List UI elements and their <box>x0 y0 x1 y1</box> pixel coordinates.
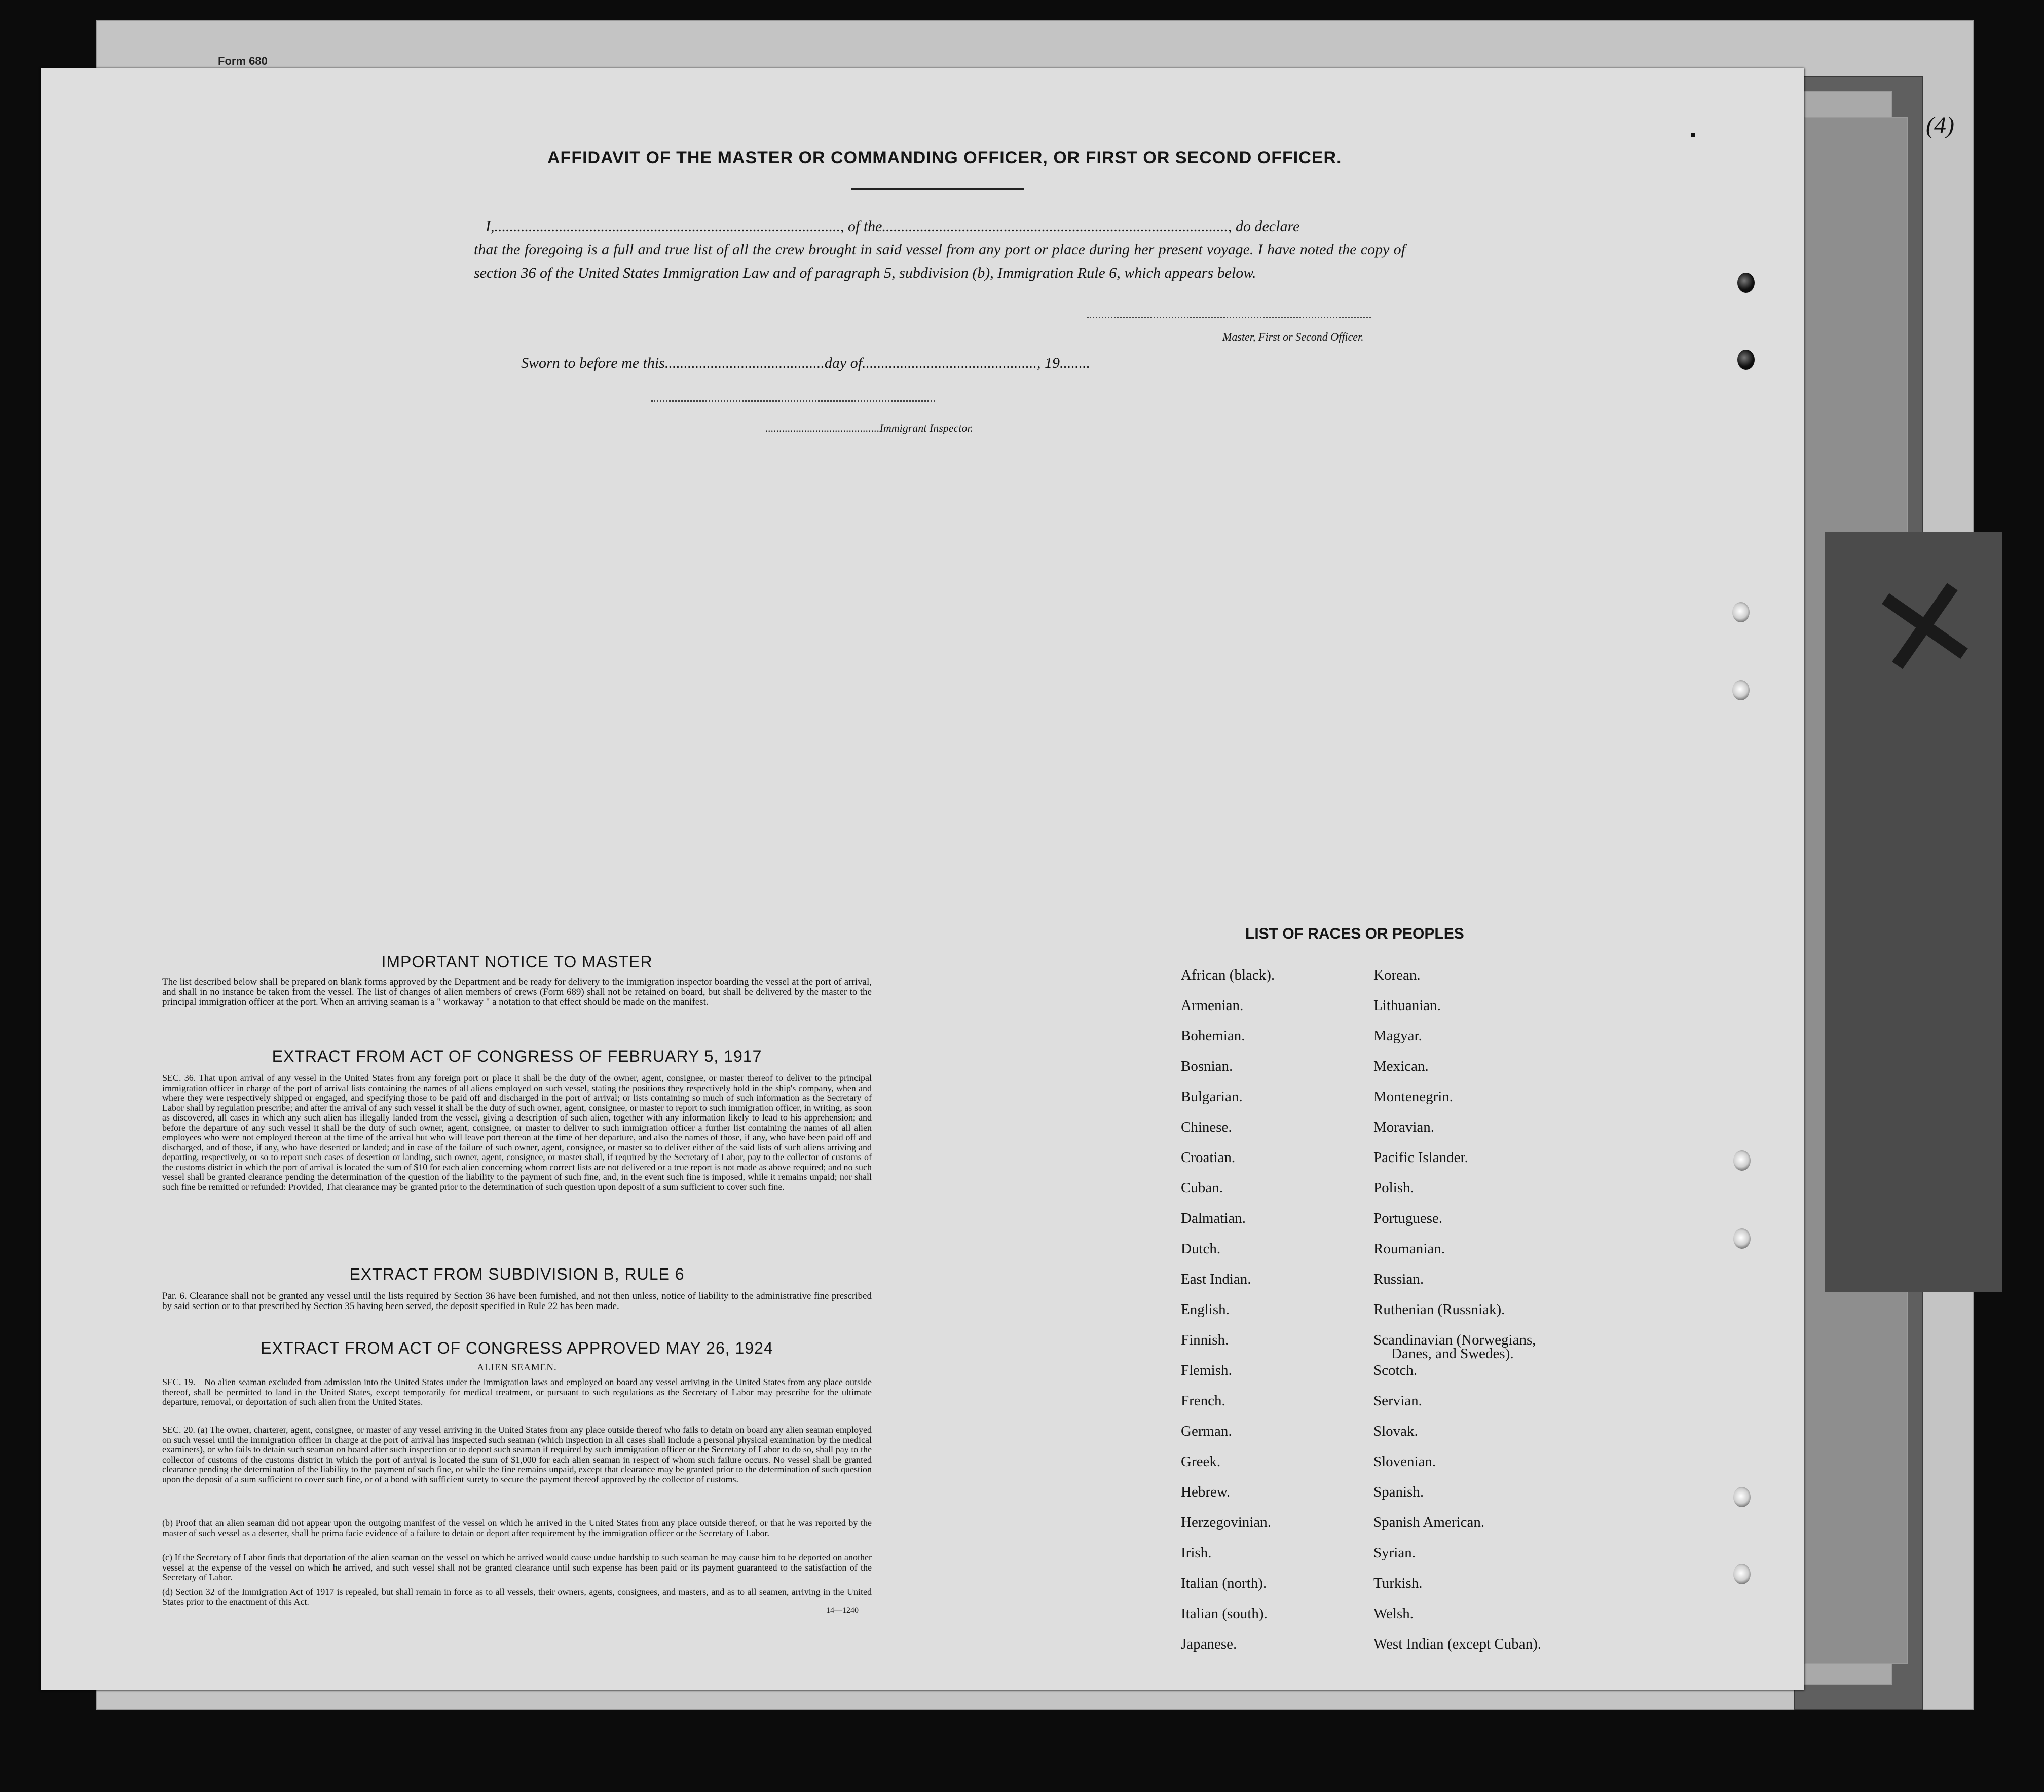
binder-hole-7 <box>1733 1487 1751 1507</box>
extract2-title: EXTRACT FROM SUBDIVISION B, RULE 6 <box>349 1265 685 1283</box>
handwritten-x-mark: ✕ <box>1857 544 1993 714</box>
binder-hole-3 <box>1732 602 1750 622</box>
affidavit-body: that the foregoing is a full and true list of all the crew brought in said vessel from any port or place during her present voyage. I have noted the copy of section 36 of the United States Immigration Law and of paragraph 5, subdivision (b), Immigration Rule 6, which appears below. <box>474 241 1405 281</box>
form-number-label: Form 680 <box>218 55 268 67</box>
sworn-line: Sworn to before me this..........................................day of.............................................., 19........ <box>521 355 1091 371</box>
race-item-left: Bulgarian. <box>1181 1089 1243 1105</box>
extract3-sec20b: (b) Proof that an alien seaman did not appear upon the outgoing manifest of the vessel on which he arrived in the United States from any place outside thereof, or that he was reported by the master of such vessel as a deserter, shall be prima facie evidence of a failure to detain or deport after requirement by the immigration officer or the Secretary of Labor. <box>162 1518 872 1538</box>
extract3-sec20c: (c) If the Secretary of Labor finds that deportation of the alien seaman on the vessel on which he arrived would cause undue hardship to such seaman he may cause him to be deported on another vessel at the expense of the vessel on which he arrived, and such vessel shall not be granted clearance until such expense has been paid or its payment guaranteed to the satisfaction of the Secretary of Labor. <box>162 1552 872 1582</box>
race-item-left: Croatian. <box>1181 1149 1236 1166</box>
inspector-dots: ......................................... <box>765 422 880 434</box>
binder-hole-4 <box>1732 680 1750 700</box>
race-item-right: Montenegrin. <box>1373 1089 1454 1105</box>
race-item-right: Magyar. <box>1373 1028 1422 1044</box>
race-item-left: Chinese. <box>1181 1119 1232 1135</box>
race-item-right: Moravian. <box>1373 1119 1434 1135</box>
race-item-left: Herzegovinian. <box>1181 1514 1271 1530</box>
race-item-right: West Indian (except Cuban). <box>1373 1636 1542 1652</box>
race-item-right: Spanish. <box>1373 1484 1424 1500</box>
race-item-left: French. <box>1181 1393 1225 1409</box>
race-item-right: Slovak. <box>1373 1423 1418 1439</box>
notice-text: The list described below shall be prepared on blank forms approved by the Department and be ready for delivery to the immigration inspector boarding the vessel at the port of arrival, and shall in no instance be taken from the vessel. The list of changes of alien members of crews (Form 689) shall not be retained on board, but shall be delivered by the master to the principal immigration officer at the port. When an arriving seaman is a " workaway " a notation to that effect should be made on the manifest. <box>162 977 872 1007</box>
extract3-sec20a: SEC. 20. (a) The owner, charterer, agent, consignee, or master of any vessel arriving in the United States from any place outside thereof who fails to detain on board any alien seaman employed on such vessel until the immigration officer in charge at the port of arrival has inspected such seaman (which inspection in all cases shall include a personal physical examination by the medical examiners), or who fails to detain such seaman on board after such inspection or to deport such seaman if required by such immigration officer or the Secretary of Labor to do so, shall pay to the collector of customs of the customs district in which the port of arrival is located the sum of $1,000 for each alien seaman in respect of whom such failure occurs. No vessel shall be granted clearance pending the determination of the liability to the payment of such fine, or while the fine remains unpaid, except that clearance may be granted prior to the determination of such question upon the deposit of a sum sufficient to cover such fine, or of a bond with sufficient surety to secure the payment thereof approved by the collector of customs. <box>162 1425 872 1484</box>
race-item-right: Welsh. <box>1373 1606 1414 1622</box>
race-item-right: Mexican. <box>1373 1058 1429 1074</box>
race-item-left: Finnish. <box>1181 1332 1229 1348</box>
races-title: LIST OF RACES OR PEOPLES <box>1245 925 1464 942</box>
inspector-signature-line <box>651 400 935 402</box>
race-item-right: Scotch. <box>1373 1362 1418 1378</box>
race-item-left: Japanese. <box>1181 1636 1237 1652</box>
corner-handwritten-mark: (4) <box>1926 112 1954 139</box>
race-item-right: Slovenian. <box>1373 1453 1436 1470</box>
race-item-left: Armenian. <box>1181 997 1244 1014</box>
inspector-label <box>765 422 973 435</box>
race-item-left: English. <box>1181 1301 1230 1318</box>
binder-hole-1 <box>1737 273 1755 293</box>
race-item-left: Irish. <box>1181 1545 1212 1561</box>
notice-title: IMPORTANT NOTICE TO MASTER <box>381 953 653 971</box>
race-item-right: Pacific Islander. <box>1373 1149 1468 1166</box>
race-item-right: Russian. <box>1373 1271 1424 1287</box>
extract1-title: EXTRACT FROM ACT OF CONGRESS OF FEBRUARY 5, 1917 <box>272 1047 762 1065</box>
race-item-right: Roumanian. <box>1373 1241 1445 1257</box>
race-item-left: Flemish. <box>1181 1362 1232 1378</box>
binder-hole-6 <box>1733 1228 1751 1249</box>
extract3-title: EXTRACT FROM ACT OF CONGRESS APPROVED MAY 26, 1924 <box>261 1339 773 1357</box>
race-item-right: Turkish. <box>1373 1575 1423 1591</box>
page-dot-mark <box>1691 133 1695 137</box>
race-item-left: East Indian. <box>1181 1271 1251 1287</box>
race-item-right: Syrian. <box>1373 1545 1416 1561</box>
binder-hole-2 <box>1737 350 1755 370</box>
race-item-right: Spanish American. <box>1373 1514 1485 1530</box>
affidavit-declaration-line: I,..........................................................................................., of the..........................................................................................., do declare <box>486 218 1300 235</box>
binder-hole-8 <box>1733 1564 1751 1584</box>
print-code: 14—1240 <box>826 1606 859 1615</box>
race-item-right: Scandinavian (Norwegians, <box>1373 1332 1536 1348</box>
inspector-label-text: Immigrant Inspector. <box>879 422 974 434</box>
race-item-left: Bosnian. <box>1181 1058 1233 1074</box>
extract3-sec19: SEC. 19.—No alien seaman excluded from admission into the United States under the immigration laws and employed on board any vessel arriving in the United States from any place outside thereof, shall be permitted to land in the United States, except temporarily for medical treatment, or pursuant to such regulations as the Secretary of Labor may prescribe for the ultimate departure, removal, or deportation of such alien from the United States. <box>162 1377 872 1407</box>
race-item-right: Korean. <box>1373 967 1421 983</box>
race-item-left: Greek. <box>1181 1453 1221 1470</box>
affidavit-rule <box>851 188 1024 190</box>
race-item-right: Ruthenian (Russniak). <box>1373 1301 1505 1318</box>
extract2-text: Par. 6. Clearance shall not be granted any vessel until the lists required by Section 36 have been furnished, and not then unless, notice of liability to the administrative fine prescribed by said section or to that prescribed by Section 35 having been served, the deposit specified in Rule 22 has been made. <box>162 1291 872 1312</box>
race-item-left: Italian (north). <box>1181 1575 1267 1591</box>
race-item-right: Servian. <box>1373 1393 1422 1409</box>
race-item-left: Cuban. <box>1181 1180 1223 1196</box>
extract3-sec20d: (d) Section 32 of the Immigration Act of 1917 is repealed, but shall remain in force as to all vessels, their owners, agents, consignees, and masters, and as to all seamen, arriving in the United States prior to the enactment of this Act. <box>162 1587 872 1607</box>
race-item-left: Bohemian. <box>1181 1028 1245 1044</box>
race-item-left: Italian (south). <box>1181 1606 1268 1622</box>
race-item-left: Dalmatian. <box>1181 1210 1246 1226</box>
race-item-left: African (black). <box>1181 967 1275 983</box>
race-item-right: Portuguese. <box>1373 1210 1443 1226</box>
race-item-right: Lithuanian. <box>1373 997 1441 1014</box>
extract1-text: SEC. 36. That upon arrival of any vessel in the United States from any foreign port or place it shall be the duty of the owner, agent, consignee, or master thereof to deliver to the principal immigration officer in charge of the port of arrival lists containing the names of all aliens employed on such vessel, stating the positions they respectively hold in the ship's company, when and where they were respectively shipped or engaged, and specifying those to be paid off and discharged in the port of arrival; or lists containing so much of such information as the Secretary of Labor shall by regulation prescribe; and after the arrival of any such vessel it shall be the duty of such owner, agent, consignee, or master to report to such immigration officer, in writing, as soon as discovered, all cases in which any such alien has illegally landed from the vessel, giving a description of such alien, together with any information likely to lead to his apprehension; and before the departure of any such vessel it shall be the duty of such owner, agent, consignee, or master to deliver to such immigration officer a further list containing the names of all alien employees who were not employed thereon at the time of the arrival but who will leave port thereon at the time of her departure, and also the names of those, if any, who have been paid off and discharged, and of those, if any, who have deserted or landed; and in case of the failure of such owner, agent, consignee, or master so to deliver either of the said lists of such aliens arriving and departing, respectively, or so to report such cases of desertion or landing, such owner, agent, consignee, or master shall, if required by the Secretary of Labor, pay to the collector of customs of the customs district in which the port of arrival is located the sum of $10 for each alien concerning whom correct lists are not delivered or a true report is not made as above required; and no such vessel shall be granted clearance pending the determination of the question of the liability to the payment of such fine, and, in the event such fine is imposed, while it remains unpaid; nor shall such fine be remitted or refunded: Provided, That clearance may be granted prior to the determination of such question upon deposit of a sum sufficient to cover such fine. <box>162 1073 872 1192</box>
race-right-continuation: Danes, and Swedes). <box>1391 1346 1514 1362</box>
race-item-left: Hebrew. <box>1181 1484 1231 1500</box>
race-item-left: German. <box>1181 1423 1232 1439</box>
binder-hole-5 <box>1733 1150 1751 1171</box>
race-item-left: Dutch. <box>1181 1241 1221 1257</box>
extract3-subtitle: ALIEN SEAMEN. <box>477 1362 557 1373</box>
signature-line <box>1087 317 1371 318</box>
affidavit-heading: AFFIDAVIT OF THE MASTER OR COMMANDING OFFICER, OR FIRST OR SECOND OFFICER. <box>547 148 1342 167</box>
signature-label: Master, First or Second Officer. <box>1222 330 1364 343</box>
race-item-right: Polish. <box>1373 1180 1414 1196</box>
